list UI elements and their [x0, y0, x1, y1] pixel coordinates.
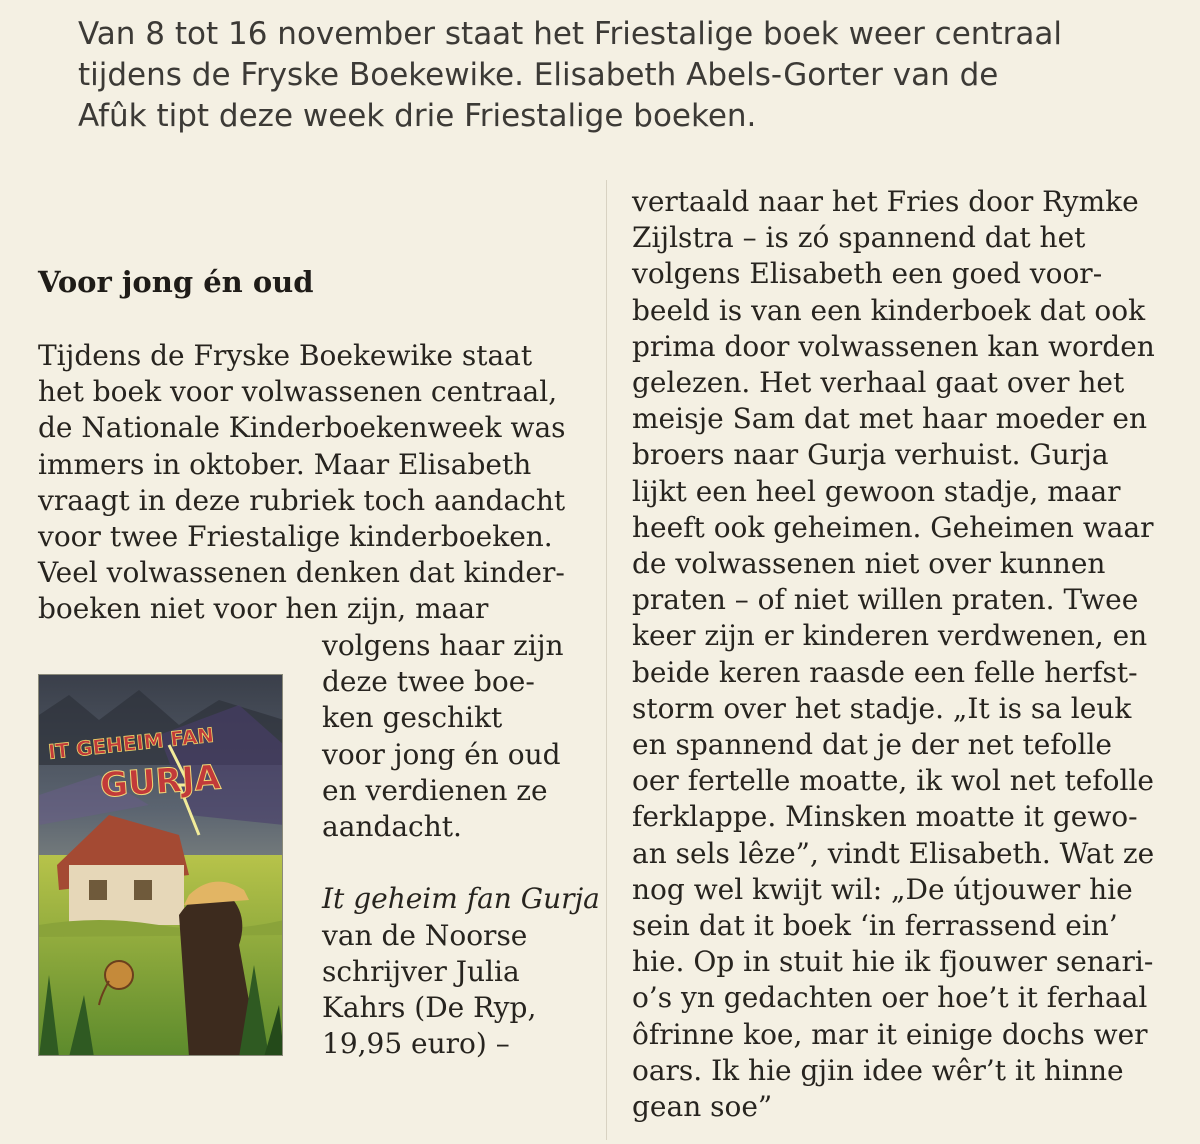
text-line: immers in oktober. Maar Elisabeth	[38, 447, 532, 481]
text-line: keer zijn er kinderen verdwenen, en	[632, 619, 1148, 653]
text-line: en spannend dat je der net tefolle	[632, 728, 1112, 762]
text-line: o’s yn gedachten oer hoe’t it ferhaal	[632, 981, 1148, 1015]
text-line: en verdienen ze	[322, 773, 548, 807]
text-line: Kahrs (De Ryp,	[322, 991, 537, 1025]
text-line: gelezen. Het verhaal gaat over het	[632, 366, 1125, 400]
intro-line: Afûk tipt deze week drie Friestalige boeken.	[78, 98, 757, 134]
text-line: meisje Sam dat met haar moeder en	[632, 402, 1148, 436]
text-line: schrijver Julia	[322, 954, 520, 988]
text-line: Zijlstra – is zó spannend dat het	[632, 221, 1086, 255]
book-title: It geheim fan Gurja	[322, 882, 600, 916]
cover-title-line2: GURJA	[98, 757, 223, 806]
intro-line: tijdens de Fryske Boekewike. Elisabeth Abels-Gorter van de	[78, 57, 999, 93]
text-line: Tijdens de Fryske Boekewike staat	[38, 339, 533, 372]
text-line: Veel volwassenen denken dat kinder-	[38, 556, 565, 590]
left-column-narrow	[322, 628, 600, 1062]
section-heading: Voor jong én oud	[38, 265, 314, 299]
text-line: oars. Ik hie gjin idee wêr’t it hinne	[632, 1053, 1124, 1087]
text-line: broers naar Gurja verhuist. Gurja	[632, 438, 1109, 472]
intro-paragraph	[78, 14, 1178, 137]
book-cover-illustration	[39, 675, 283, 1056]
left-column-top	[38, 338, 566, 628]
cover-title-line1: IT GEHEIM FAN	[47, 722, 216, 764]
text-line: an sels lêze”, vindt Elisabeth. Wat ze	[632, 836, 1155, 870]
text-line: het boek voor volwassenen centraal,	[38, 375, 558, 409]
text-line: prima door volwassenen kan worden	[632, 329, 1155, 363]
right-column	[632, 184, 1155, 1125]
text-line: vertaald naar het Fries door Rymke	[632, 185, 1139, 218]
text-line: boeken niet voor hen zijn, maar	[38, 592, 489, 626]
text-line: ferklappe. Minsken moatte it gewo-	[632, 800, 1138, 834]
text-line: lijkt een heel gewoon stadje, maar	[632, 474, 1121, 508]
text-line: nog wel kwijt wil: „De útjouwer hie	[632, 872, 1133, 906]
text-line: deze twee boe-	[322, 665, 535, 699]
text-line: heeft ook geheimen. Geheimen waar	[632, 510, 1154, 544]
text-line: sein dat it boek ‘in ferrassend ein’	[632, 909, 1118, 943]
text-line: oer fertelle moatte, ik wol net tefolle	[632, 764, 1154, 798]
text-line: praten – of niet willen praten. Twee	[632, 583, 1139, 617]
text-line: gean soe”	[632, 1090, 773, 1124]
text-line: volgens Elisabeth een goed voor-	[632, 257, 1103, 291]
text-line: ken geschikt	[322, 701, 503, 735]
text-line: volgens haar zijn	[322, 629, 564, 662]
text-line: de Nationale Kinderboekenweek was	[38, 411, 566, 445]
text-line: voor twee Friestalige kinderboeken.	[38, 520, 553, 554]
text-line: voor jong én oud	[322, 737, 561, 771]
text-line: ôfrinne koe, mar it einige dochs wer	[632, 1017, 1148, 1051]
text-line: vraagt in deze rubriek toch aandacht	[38, 483, 566, 517]
text-line: hie. Op in stuit hie ik fjouwer senari-	[632, 945, 1154, 979]
text-line: de volwassenen niet over kunnen	[632, 547, 1106, 581]
column-divider	[606, 180, 607, 1140]
text-line: beeld is van een kinderboek dat ook	[632, 293, 1146, 327]
text-line: van de Noorse	[322, 918, 528, 952]
text-line: beide keren raasde een felle herfst-	[632, 655, 1138, 689]
intro-line: Van 8 tot 16 november staat het Friestalige boek weer centraal	[78, 16, 1062, 52]
text-line: storm over het stadje. „It is sa leuk	[632, 691, 1132, 725]
text-line: 19,95 euro) –	[322, 1027, 510, 1061]
book-cover-image	[38, 674, 283, 1056]
text-line: aandacht.	[322, 810, 462, 844]
